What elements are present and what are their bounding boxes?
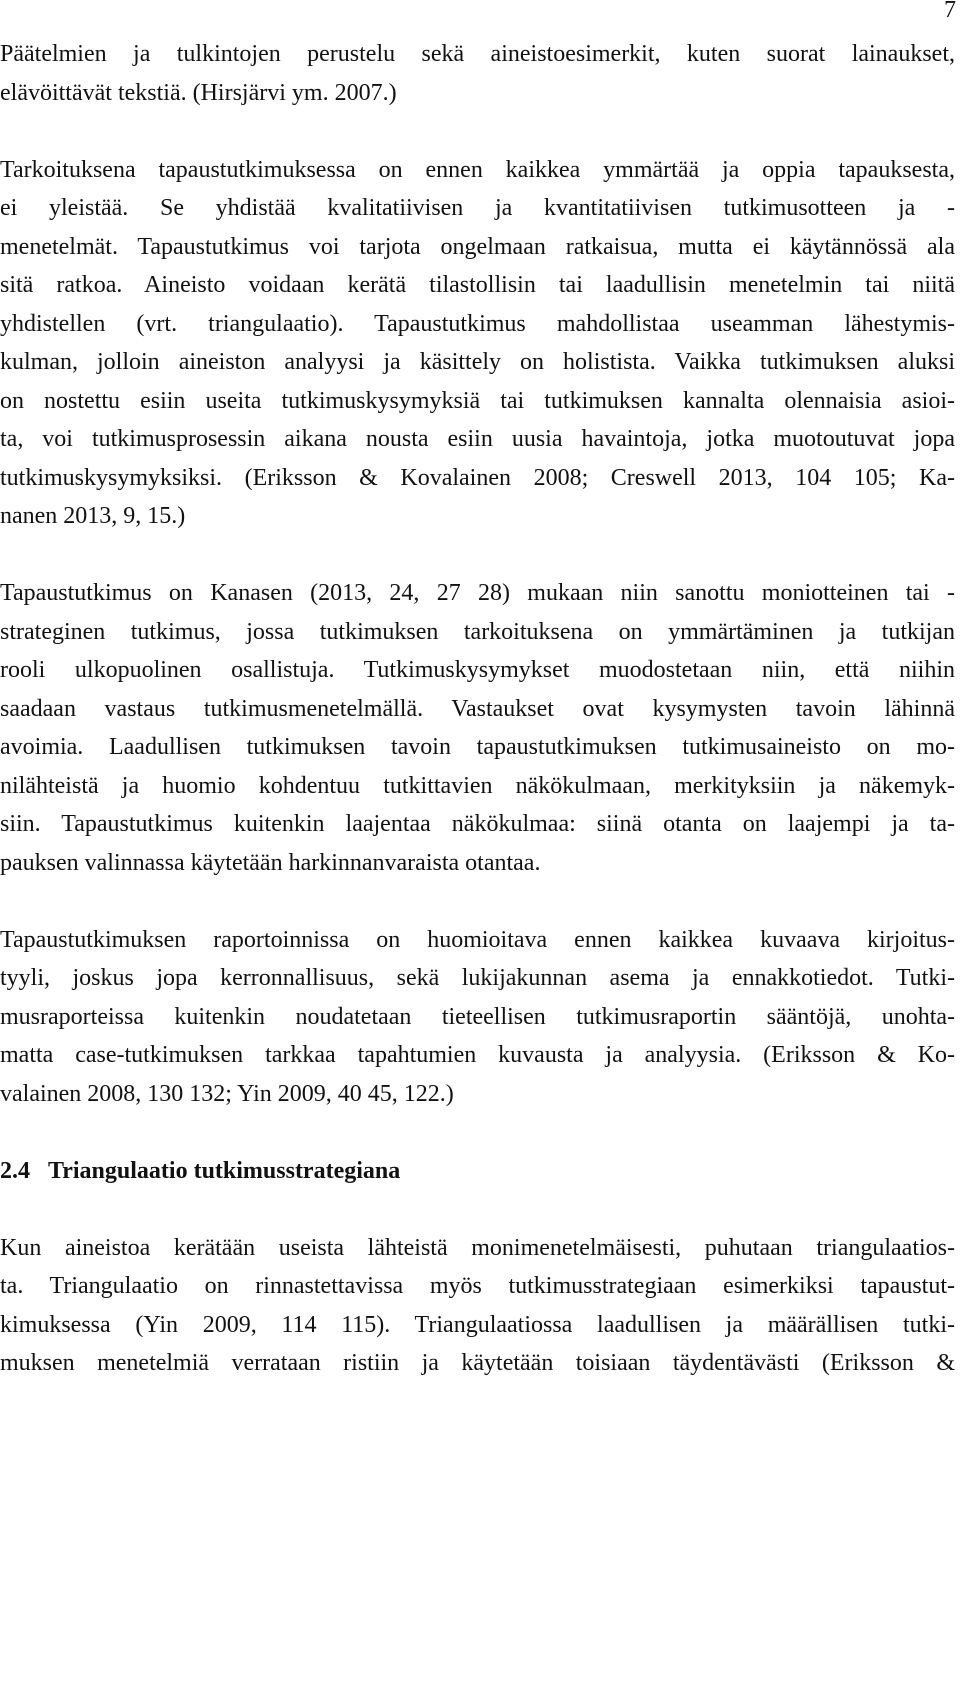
text-line: valainen 2008, 130 132; Yin 2009, 40 45, 122.) (0, 1080, 454, 1107)
paragraph-kananen-definition (0, 574, 955, 882)
text-line: matta case-tutkimuksen tarkkaa tapahtumien kuvausta ja analyysia. (Eriksson & Ko- (0, 1042, 955, 1068)
text-line: on nostettu esiin useita tutkimuskysymyksiä tai tutkimuksen kannalta olennaisia asioi- (0, 387, 955, 414)
paragraph-intro-conclusions (0, 35, 955, 112)
text-line: strateginen tutkimus, jossa tutkimuksen tarkoituksena on ymmärtäminen ja tutkijan (0, 618, 955, 645)
text-line: Tapaustutkimus on Kanasen (2013, 24, 27 28) mukaan niin sanottu moniotteinen tai - (0, 580, 955, 606)
text-line: ta. Triangulaatio on rinnastettavissa myös tutkimusstrategiaan esimerkiksi tapaustut- (0, 1273, 955, 1299)
page-number: 7 (944, 0, 956, 23)
section-title: Triangulaatio tutkimusstrategiana (48, 1157, 401, 1184)
text-line: siin. Tapaustutkimus kuitenkin laajentaa näkökulmaa: siinä otanta on laajempi ja ta- (0, 811, 955, 837)
text-line: Tarkoituksena tapaustutkimuksessa on ennen kaikkea ymmärtää ja oppia tapauksesta, (0, 156, 955, 183)
paragraph-reporting (0, 921, 955, 1114)
paragraph-case-study-purpose (0, 151, 955, 536)
section-number: 2.4 (0, 1157, 30, 1184)
text-line: ei yleistää. Se yhdistää kvalitatiivisen ja kvantitatiivisen tutkimusotteen ja - (0, 195, 955, 221)
text-line: musraporteissa kuitenkin noudatetaan tieteellisen tutkimusraportin sääntöjä, unohta- (0, 1003, 955, 1030)
text-line: elävöittävät tekstiä. (Hirsjärvi ym. 2007.) (0, 79, 397, 106)
text-line: tyyli, joskus jopa kerronnallisuus, sekä lukijakunnan asema ja ennakkotiedot. Tutki- (0, 965, 955, 991)
paragraph-triangulation (0, 1229, 955, 1383)
text-line: kulman, jolloin aineiston analyysi ja käsittely on holistista. Vaikka tutkimuksen aluksi (0, 349, 955, 375)
text-line: rooli ulkopuolinen osallistuja. Tutkimuskysymykset muodostetaan niin, että niihin (0, 657, 955, 683)
text-line: tutkimuskysymyksiksi. (Eriksson & Kovalainen 2008; Creswell 2013, 104 105; Ka- (0, 464, 955, 491)
text-line: yhdistellen (vrt. triangulaatio). Tapaustutkimus mahdollistaa useamman lähestymis- (0, 310, 955, 337)
text-line: Kun aineistoa kerätään useista lähteistä monimenetelmäisesti, puhutaan triangulaatios- (0, 1234, 955, 1261)
text-line: muksen menetelmiä verrataan ristiin ja käytetään toisiaan täydentävästi (Eriksson & (0, 1350, 955, 1376)
text-line: menetelmät. Tapaustutkimus voi tarjota ongelmaan ratkaisua, mutta ei käytännössä ala (0, 233, 955, 260)
text-line: Päätelmien ja tulkintojen perustelu sekä aineistoesimerkit, kuten suorat lainaukset, (0, 41, 955, 67)
text-line: saadaan vastaus tutkimusmenetelmällä. Vastaukset ovat kysymysten tavoin lähinnä (0, 695, 955, 722)
section-heading (0, 1152, 955, 1191)
text-line: pauksen valinnassa käytetään harkinnanvaraista otantaa. (0, 849, 541, 876)
text-line: sitä ratkoa. Aineisto voidaan kerätä tilastollisin tai laadullisin menetelmin tai niitä (0, 272, 955, 298)
text-line: Tapaustutkimuksen raportoinnissa on huomioitava ennen kaikkea kuvaava kirjoitus- (0, 926, 955, 953)
text-line: ta, voi tutkimusprosessin aikana nousta esiin uusia havaintoja, jotka muotoutuvat jopa (0, 426, 955, 452)
document-body (0, 35, 955, 1383)
text-line: kimuksessa (Yin 2009, 114 115). Triangulaatiossa laadullisen ja määrällisen tutki- (0, 1311, 955, 1338)
text-line: nanen 2013, 9, 15.) (0, 503, 186, 529)
text-line: nilähteistä ja huomio kohdentuu tutkittavien näkökulmaan, merkityksiin ja näkemyk- (0, 772, 955, 799)
text-line: avoimia. Laadullisen tutkimuksen tavoin tapaustutkimuksen tutkimusaineisto on mo- (0, 734, 955, 760)
